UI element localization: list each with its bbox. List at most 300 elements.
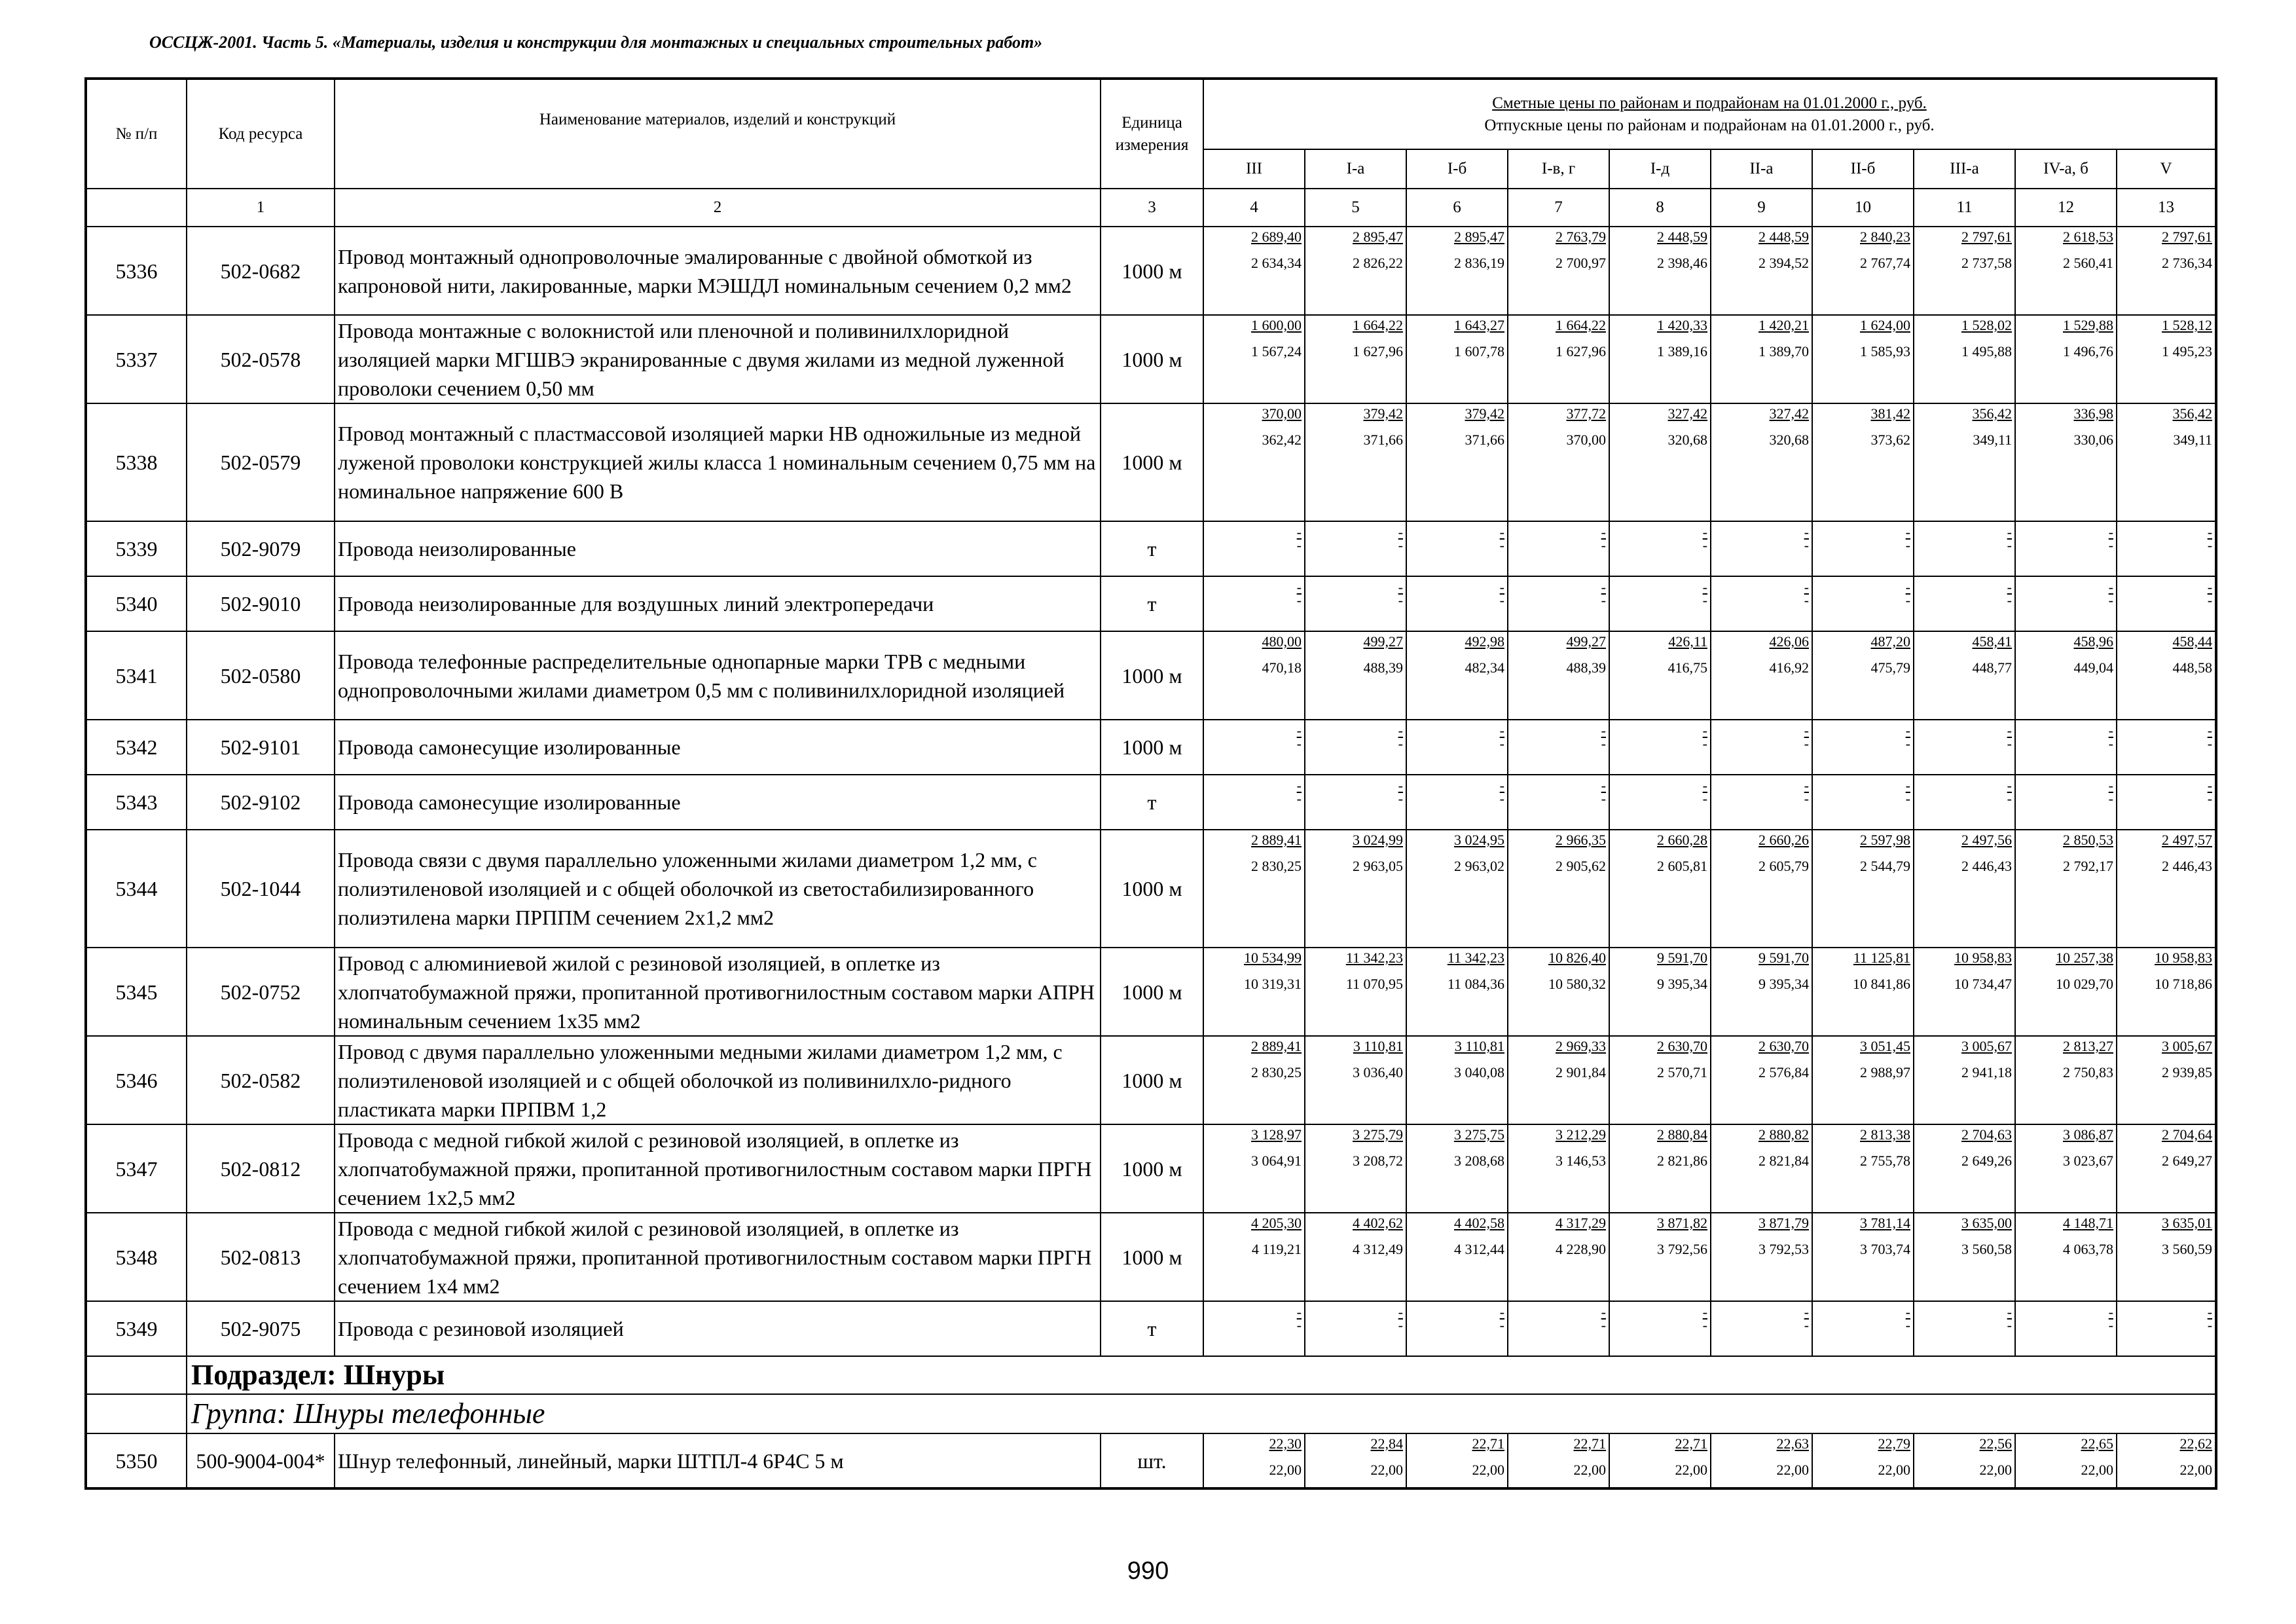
material-name: Провод монтажный однопроволочные эмалированные с двойной обмоткой из капроновой нити, лакированные, марки МЭШДЛ номинальным сечением 0,2 мм2 [335, 227, 1101, 315]
release-price: - [1601, 537, 1606, 553]
resource-code: 502-9075 [187, 1301, 335, 1356]
estimate-price: 2 880,82 [1758, 1126, 1809, 1143]
price-cell [2117, 576, 2216, 631]
price-cell [1812, 227, 1914, 315]
unit-of-measure: т [1101, 1301, 1203, 1356]
estimate-price: 327,42 [1769, 405, 1809, 422]
price-cell [1812, 576, 1914, 631]
price-cell [1305, 631, 1406, 720]
price-cell [2015, 631, 2117, 720]
estimate-price: 487,20 [1870, 633, 1910, 650]
estimate-price: - [1499, 777, 1504, 794]
price-cell [1508, 1036, 1609, 1124]
estimate-price: - [2007, 1304, 2012, 1320]
price-cell [1406, 830, 1508, 948]
price-cell [1508, 315, 1609, 403]
release-price: 488,39 [1363, 659, 1403, 676]
estimate-price: 370,00 [1262, 405, 1302, 422]
estimate-price: 3 110,81 [1454, 1038, 1504, 1054]
price-cell [1406, 1213, 1508, 1301]
release-price: 22,00 [2081, 1462, 2113, 1478]
estimate-price: 3 005,67 [2162, 1038, 2213, 1054]
price-cell [1812, 948, 1914, 1036]
estimate-price: 2 813,38 [1860, 1126, 1910, 1143]
price-cell [2015, 1213, 2117, 1301]
estimate-price: 9 591,70 [1657, 950, 1707, 966]
price-cell [1508, 227, 1609, 315]
estimate-price: 356,42 [2172, 405, 2213, 422]
material-name: Провода самонесущие изолированные [335, 720, 1101, 775]
release-price: 2 649,26 [1961, 1153, 2012, 1169]
col-num-header: № п/п [86, 79, 187, 189]
price-cell [1609, 576, 1711, 631]
region-header: III [1203, 149, 1305, 189]
estimate-price: 2 889,41 [1251, 1038, 1302, 1054]
price-cell [1812, 631, 1914, 720]
estimate-price: 10 534,99 [1244, 950, 1302, 966]
price-cell [1203, 631, 1305, 720]
header-row [86, 79, 2216, 149]
estimate-price: 9 591,70 [1758, 950, 1809, 966]
release-price: 2 963,02 [1454, 858, 1504, 874]
estimate-price: 1 528,02 [1961, 317, 2012, 333]
release-price: - [1398, 1317, 1403, 1333]
price-cell [1609, 1036, 1711, 1124]
price-cell [2015, 948, 2117, 1036]
price-cell [1406, 1301, 1508, 1356]
release-price: 2 963,05 [1353, 858, 1403, 874]
resource-code: 502-0578 [187, 315, 335, 403]
region-header: I-а [1305, 149, 1406, 189]
estimate-price: 11 342,23 [1447, 950, 1504, 966]
price-cell [1812, 521, 1914, 576]
estimate-price: 1 528,12 [2162, 317, 2213, 333]
release-price: - [1804, 735, 1809, 752]
price-cell [1203, 521, 1305, 576]
release-price: 2 560,41 [2063, 255, 2113, 271]
release-price: 448,58 [2172, 659, 2213, 676]
price-cell [2117, 227, 2216, 315]
release-price: 416,92 [1769, 659, 1809, 676]
price-cell [1914, 830, 2015, 948]
release-price: 2 836,19 [1454, 255, 1504, 271]
estimate-price: 2 630,70 [1758, 1038, 1809, 1054]
estimate-price: 22,65 [2081, 1435, 2113, 1452]
release-price: 482,34 [1465, 659, 1504, 676]
material-name: Провод с алюминиевой жилой с резиновой изоляцией, в оплетке из хлопчатобумажной пряжи, пропитанной противогнилостным составом марки АПРН номинальным сечением 1х35 мм2 [335, 948, 1101, 1036]
release-price: 10 718,86 [2155, 976, 2213, 992]
release-price: 1 389,70 [1758, 343, 1809, 360]
price-cell [1812, 403, 1914, 521]
price-cell [1914, 227, 2015, 315]
release-price: 9 395,34 [1758, 976, 1809, 992]
price-cell [1406, 576, 1508, 631]
price-cell [1914, 720, 2015, 775]
price-cell [1711, 830, 1812, 948]
price-cell [2015, 1036, 2117, 1124]
estimate-price: - [2207, 722, 2213, 739]
price-cell [1609, 227, 1711, 315]
estimate-price: 381,42 [1870, 405, 1910, 422]
release-price: 22,00 [2179, 1462, 2213, 1478]
column-index: 10 [1812, 189, 1914, 227]
estimate-price: 11 342,23 [1345, 950, 1403, 966]
material-name: Провод с двумя параллельно уложенными медными жилами диаметром 1,2 мм, с полиэтиленовой изоляцией и с общей оболочкой из поливинилхло-ридного пластиката марки ПРПВМ 1,2 [335, 1036, 1101, 1124]
estimate-price: - [1296, 777, 1302, 794]
row-number: 5345 [86, 948, 187, 1036]
estimate-price: - [1499, 579, 1504, 595]
estimate-price: 22,71 [1675, 1435, 1707, 1452]
column-index: 5 [1305, 189, 1406, 227]
estimate-price: 3 871,82 [1657, 1215, 1707, 1231]
estimate-price: - [1702, 777, 1707, 794]
release-price: - [2007, 592, 2012, 608]
estimate-price: - [1905, 579, 1910, 595]
material-name: Провода телефонные распределительные однопарные марки ТРВ с медными однопроволочными жилами диаметром 0,5 мм с поливинилхлоридной изоляцией [335, 631, 1101, 720]
release-price: 4 312,49 [1353, 1241, 1403, 1257]
estimate-price: - [1905, 1304, 1910, 1320]
price-cell [1305, 1301, 1406, 1356]
price-cell [1406, 720, 1508, 775]
release-price: 3 064,91 [1251, 1153, 1302, 1169]
estimate-price: 1 529,88 [2063, 317, 2113, 333]
price-cell [1914, 1124, 2015, 1213]
release-price: - [1499, 592, 1504, 608]
release-price: 2 941,18 [1961, 1064, 2012, 1080]
release-price: - [1296, 735, 1302, 752]
price-cell [1406, 315, 1508, 403]
column-index [86, 189, 187, 227]
estimate-price: 3 781,14 [1860, 1215, 1910, 1231]
price-cell [1609, 830, 1711, 948]
estimate-price: 4 402,58 [1454, 1215, 1504, 1231]
estimate-price: 377,72 [1566, 405, 1606, 422]
release-price: 2 605,81 [1657, 858, 1707, 874]
estimate-price-title: Сметные цены по районам и подрайонам на 01.01.2000 г., руб. [1492, 94, 1927, 112]
estimate-price: 3 110,81 [1353, 1038, 1403, 1054]
release-price: - [1905, 592, 1910, 608]
column-index: 7 [1508, 189, 1609, 227]
price-cell [1406, 1036, 1508, 1124]
release-price: 2 634,34 [1251, 255, 1302, 271]
price-cell [2117, 1213, 2216, 1301]
release-price: 22,00 [1472, 1462, 1504, 1478]
price-cell [1305, 1213, 1406, 1301]
material-name: Провода неизолированные [335, 521, 1101, 576]
price-cell [1508, 775, 1609, 830]
column-index: 13 [2117, 189, 2216, 227]
release-price: - [2207, 592, 2213, 608]
estimate-price: 2 618,53 [2063, 229, 2113, 245]
release-price: 3 208,68 [1454, 1153, 1504, 1169]
material-name: Провода неизолированные для воздушных линий электропередачи [335, 576, 1101, 631]
release-price: 4 312,44 [1454, 1241, 1504, 1257]
price-cell [1508, 631, 1609, 720]
price-cell [2117, 315, 2216, 403]
estimate-price: - [1296, 524, 1302, 540]
release-price: 470,18 [1262, 659, 1302, 676]
price-cell [1508, 576, 1609, 631]
estimate-price: 3 635,00 [1961, 1215, 2012, 1231]
estimate-price: - [1804, 579, 1809, 595]
release-price: 3 560,58 [1961, 1241, 2012, 1257]
estimate-price: - [1601, 1304, 1606, 1320]
release-price: 1 389,16 [1657, 343, 1707, 360]
price-cell [1305, 576, 1406, 631]
estimate-price: - [2207, 579, 2213, 595]
price-cell [1508, 830, 1609, 948]
price-cell [2015, 830, 2117, 948]
release-price: - [1804, 790, 1809, 807]
price-cell [1812, 1124, 1914, 1213]
unit-of-measure: 1000 м [1101, 830, 1203, 948]
release-price: - [1398, 735, 1403, 752]
estimate-price: - [1499, 1304, 1504, 1320]
estimate-price: 458,41 [1972, 633, 2012, 650]
release-price: 22,00 [1878, 1462, 1910, 1478]
release-price: 10 580,32 [1548, 976, 1606, 992]
release-price: 2 570,71 [1657, 1064, 1707, 1080]
column-index: 1 [187, 189, 335, 227]
estimate-price: - [1296, 579, 1302, 595]
release-price: 2 830,25 [1251, 858, 1302, 874]
material-name: Провода с медной гибкой жилой с резиновой изоляцией, в оплетке из хлопчатобумажной пряжи, пропитанной противогнилостным составом марки ПРГН сечением 1х2,5 мм2 [335, 1124, 1101, 1213]
row-number: 5343 [86, 775, 187, 830]
release-price: 2 398,46 [1657, 255, 1707, 271]
price-cell [1406, 403, 1508, 521]
table-row [86, 830, 2216, 948]
row-number: 5340 [86, 576, 187, 631]
price-table [84, 77, 2217, 1490]
estimate-price: - [2207, 524, 2213, 540]
price-cell [2117, 403, 2216, 521]
price-cell [1609, 631, 1711, 720]
price-cell [1406, 948, 1508, 1036]
price-cell [2015, 1124, 2117, 1213]
estimate-price: - [2007, 579, 2012, 595]
column-index: 11 [1914, 189, 2015, 227]
estimate-price: 3 005,67 [1961, 1038, 2012, 1054]
region-header: V [2117, 149, 2216, 189]
estimate-price: 22,71 [1472, 1435, 1504, 1452]
col-name-header: Наименование материалов, изделий и конструкций [335, 79, 1101, 189]
estimate-price: 22,79 [1878, 1435, 1910, 1452]
unit-of-measure: т [1101, 775, 1203, 830]
price-cell [1203, 576, 1305, 631]
release-price: 1 607,78 [1454, 343, 1504, 360]
estimate-price: 22,56 [1979, 1435, 2012, 1452]
release-price: - [1601, 735, 1606, 752]
estimate-price: - [1601, 579, 1606, 595]
price-cell [1711, 1213, 1812, 1301]
estimate-price: 2 597,98 [1860, 832, 1910, 848]
estimate-price: 22,71 [1573, 1435, 1606, 1452]
column-index: 8 [1609, 189, 1711, 227]
region-header: I-д [1609, 149, 1711, 189]
group-title: Группа: Шнуры телефонные [187, 1394, 2216, 1433]
price-cell [1812, 720, 1914, 775]
release-price: - [2108, 1317, 2113, 1333]
release-price: - [1702, 1317, 1707, 1333]
price-cell [1203, 403, 1305, 521]
estimate-price: - [1702, 722, 1707, 739]
release-price: - [2207, 790, 2213, 807]
release-price: 1 627,96 [1556, 343, 1606, 360]
price-cell [1203, 775, 1305, 830]
release-price: - [1702, 537, 1707, 553]
estimate-price: - [1905, 777, 1910, 794]
release-price: 22,00 [1776, 1462, 1809, 1478]
release-price: 2 544,79 [1860, 858, 1910, 874]
estimate-price: 3 275,75 [1454, 1126, 1504, 1143]
estimate-price: 22,62 [2179, 1435, 2213, 1452]
price-cell [1711, 948, 1812, 1036]
estimate-price: - [1601, 722, 1606, 739]
estimate-price: 3 128,97 [1251, 1126, 1302, 1143]
estimate-price: - [1601, 524, 1606, 540]
release-price: 3 023,67 [2063, 1153, 2113, 1169]
estimate-price: 22,30 [1269, 1435, 1302, 1452]
estimate-price: - [2108, 777, 2113, 794]
release-price: - [2207, 1317, 2213, 1333]
estimate-price: 499,27 [1566, 633, 1606, 650]
table-row [86, 403, 2216, 521]
table-row [86, 1036, 2216, 1124]
price-cell [2117, 521, 2216, 576]
release-price: 1 627,96 [1353, 343, 1403, 360]
estimate-price: 22,84 [1370, 1435, 1403, 1452]
subsection-title: Подраздел: Шнуры [187, 1356, 2216, 1394]
estimate-price: 356,42 [1972, 405, 2012, 422]
estimate-price: 492,98 [1465, 633, 1504, 650]
estimate-price: 4 402,62 [1353, 1215, 1403, 1231]
estimate-price: - [1398, 1304, 1403, 1320]
price-cell [1508, 521, 1609, 576]
estimate-price: - [1905, 524, 1910, 540]
release-price: - [2007, 1317, 2012, 1333]
row-number: 5350 [86, 1433, 187, 1488]
estimate-price: 426,11 [1668, 633, 1707, 650]
price-cell [1914, 576, 2015, 631]
release-price: 2 901,84 [1556, 1064, 1606, 1080]
price-group-header [1203, 79, 2216, 149]
release-price: 22,00 [1370, 1462, 1403, 1478]
price-cell [1609, 1433, 1711, 1488]
estimate-price: 1 600,00 [1251, 317, 1302, 333]
estimate-price: - [2108, 722, 2113, 739]
release-price: 2 605,79 [1758, 858, 1809, 874]
estimate-price: - [1804, 722, 1809, 739]
estimate-price: - [2108, 579, 2113, 595]
estimate-price: 3 086,87 [2063, 1126, 2113, 1143]
estimate-price: 2 969,33 [1556, 1038, 1606, 1054]
estimate-price: 11 125,81 [1853, 950, 1910, 966]
resource-code: 502-9010 [187, 576, 335, 631]
release-price: 1 495,88 [1961, 343, 2012, 360]
release-price: - [2108, 592, 2113, 608]
estimate-price: 2 660,26 [1758, 832, 1809, 848]
price-cell [1305, 775, 1406, 830]
estimate-price: 458,44 [2172, 633, 2213, 650]
price-cell [1711, 1301, 1812, 1356]
release-price: 3 040,08 [1454, 1064, 1504, 1080]
release-price: 2 736,34 [2162, 255, 2213, 271]
material-name: Шнур телефонный, линейный, марки ШТПЛ-4 6Р4С 5 м [335, 1433, 1101, 1488]
release-price: 371,66 [1465, 432, 1504, 448]
col-unit-header: Единица измерения [1101, 79, 1203, 189]
estimate-price: 327,42 [1667, 405, 1707, 422]
price-cell [1609, 521, 1711, 576]
release-price-title: Отпускные цены по районам и подрайонам на 01.01.2000 г., руб. [1484, 116, 1935, 134]
price-cell [1711, 521, 1812, 576]
price-cell [1812, 1433, 1914, 1488]
estimate-price: 2 763,79 [1556, 229, 1606, 245]
row-number: 5342 [86, 720, 187, 775]
release-price: - [1804, 1317, 1809, 1333]
price-cell [1203, 1301, 1305, 1356]
estimate-price: - [1702, 579, 1707, 595]
price-cell [1609, 315, 1711, 403]
row-number: 5337 [86, 315, 187, 403]
estimate-price: - [1398, 524, 1403, 540]
release-price: 416,75 [1667, 659, 1707, 676]
estimate-price: - [2007, 524, 2012, 540]
release-price: 349,11 [2173, 432, 2213, 448]
price-cell [1305, 830, 1406, 948]
table-row [86, 576, 2216, 631]
estimate-price: 426,06 [1769, 633, 1809, 650]
release-price: 2 767,74 [1860, 255, 1910, 271]
release-price: 2 830,25 [1251, 1064, 1302, 1080]
estimate-price: 2 689,40 [1251, 229, 1302, 245]
table-row [86, 775, 2216, 830]
estimate-price: 10 958,83 [2155, 950, 2213, 966]
price-cell [1609, 1301, 1711, 1356]
price-cell [1305, 521, 1406, 576]
table-row [86, 315, 2216, 403]
resource-code: 502-0582 [187, 1036, 335, 1124]
region-header: I-в, г [1508, 149, 1609, 189]
column-index-row [86, 189, 2216, 227]
row-number: 5346 [86, 1036, 187, 1124]
unit-of-measure: т [1101, 576, 1203, 631]
price-cell [1305, 227, 1406, 315]
estimate-price: 2 797,61 [1961, 229, 2012, 245]
estimate-price: 379,42 [1465, 405, 1504, 422]
estimate-price: 1 420,33 [1657, 317, 1707, 333]
row-number: 5347 [86, 1124, 187, 1213]
release-price: - [1296, 537, 1302, 553]
resource-code: 502-0580 [187, 631, 335, 720]
release-price: 320,68 [1667, 432, 1707, 448]
price-cell [2117, 1301, 2216, 1356]
estimate-price: - [1804, 524, 1809, 540]
release-price: - [1905, 537, 1910, 553]
unit-of-measure: 1000 м [1101, 227, 1203, 315]
col-code-header: Код ресурса [187, 79, 335, 189]
table-row [86, 1213, 2216, 1301]
estimate-price: 3 275,79 [1353, 1126, 1403, 1143]
release-price: - [2007, 735, 2012, 752]
region-header: IV-а, б [2015, 149, 2117, 189]
table-row [86, 227, 2216, 315]
region-header: I-б [1406, 149, 1508, 189]
row-number: 5341 [86, 631, 187, 720]
price-cell [2015, 521, 2117, 576]
page-number: 990 [1127, 1557, 1169, 1585]
release-price: 3 036,40 [1353, 1064, 1403, 1080]
region-header: III-а [1914, 149, 2015, 189]
